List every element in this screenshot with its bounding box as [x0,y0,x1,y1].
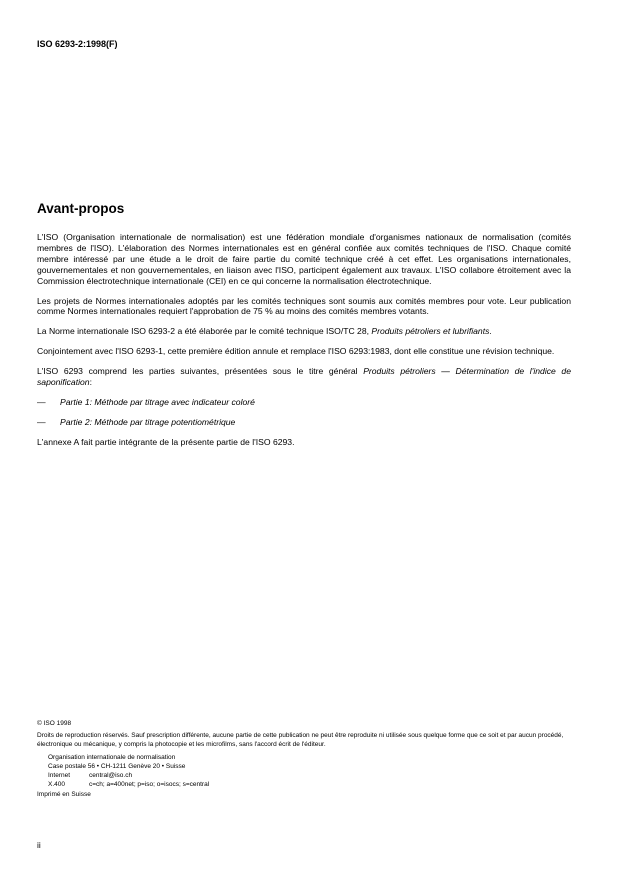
printed-in: Imprimé en Suisse [37,791,91,798]
internet-label: Internet [48,772,71,779]
paragraph-5-suffix: : [89,377,92,388]
paragraph-6: L'annexe A fait partie intégrante de la présente partie de l'ISO 6293. [37,436,295,447]
copyright-footer [37,719,577,799]
general-title: Produits pétroliers — Détermination de l'indice de saponification [37,366,571,388]
document-id: ISO 6293-2:1998(F) [37,39,118,49]
publisher-address [48,753,577,789]
paragraph-3-prefix: La Norme internationale ISO 6293-2 a été élaborée par le comité technique ISO/TC 28, [37,326,372,337]
paragraph-1: L'ISO (Organisation internationale de normalisation) est une fédération mondiale d'organismes nationaux de normalisation (comités membres de l'ISO). L'élaboration des Normes internationales est en général confiée aux comités techniques de l'ISO. Chaque comité membre intéressé par une étude a le droit de faire partie du comité technique créé à cet effet. Les organisations internationales, gouvernementales et non gouvernementales, en liaison avec l'ISO, participent également aux travaux. L'ISO collabore étroitement avec la Commission électrotechnique internationale (CEI) en ce qui concerne la normalisation électrotechnique. [37,232,571,286]
paragraph-5 [37,366,571,388]
x400-row [48,780,577,789]
x400-value: c=ch; a=400net; p=iso; o=isocs; s=central [89,781,210,788]
foreword-body [37,232,571,457]
page-number: ii [37,840,41,850]
copyright-line: © ISO 1998 [37,720,72,727]
list-item-text: Partie 2: Méthode par titrage potentiométrique [60,416,236,427]
paragraph-3 [37,326,571,337]
internet-row [48,771,577,780]
postal-address: Case postale 56 • CH-1211 Genève 20 • Suisse [48,763,186,770]
list-item [37,417,571,428]
paragraph-4: Conjointement avec l'ISO 6293-1, cette première édition annule et remplace l'ISO 6293:1983, dont elle constitue une révision technique. [37,346,555,357]
page-title: Avant-propos [37,201,125,216]
committee-title: Produits pétroliers et lubrifiants [371,326,490,337]
list-item-text: Partie 1: Méthode par titrage avec indicateur coloré [60,396,255,407]
internet-value: central@iso.ch [89,772,133,779]
rights-notice: Droits de reproduction réservés. Sauf prescription différente, aucune partie de cette publication ne peut être reproduite ni utilisée sous quelque forme que ce soit et par aucun procédé, électronique ou mécanique, y compris la photocopie et les microfilms, sans l'accord écrit de l'éditeur. [37,732,564,748]
paragraph-5-prefix: L'ISO 6293 comprend les parties suivantes, présentées sous le titre général [37,366,364,377]
paragraph-2: Les projets de Normes internationales adoptés par les comités techniques sont soumis aux comités membres pour vote. Leur publication comme Normes internationales requiert l'approbation de 75 % au moins des comités membres votants. [37,295,571,317]
x400-label: X.400 [48,781,65,788]
org-name: Organisation internationale de normalisation [48,754,176,761]
list-dash: — [37,396,46,407]
paragraph-3-suffix: . [489,326,492,337]
list-dash: — [37,416,46,427]
list-item [37,397,571,408]
